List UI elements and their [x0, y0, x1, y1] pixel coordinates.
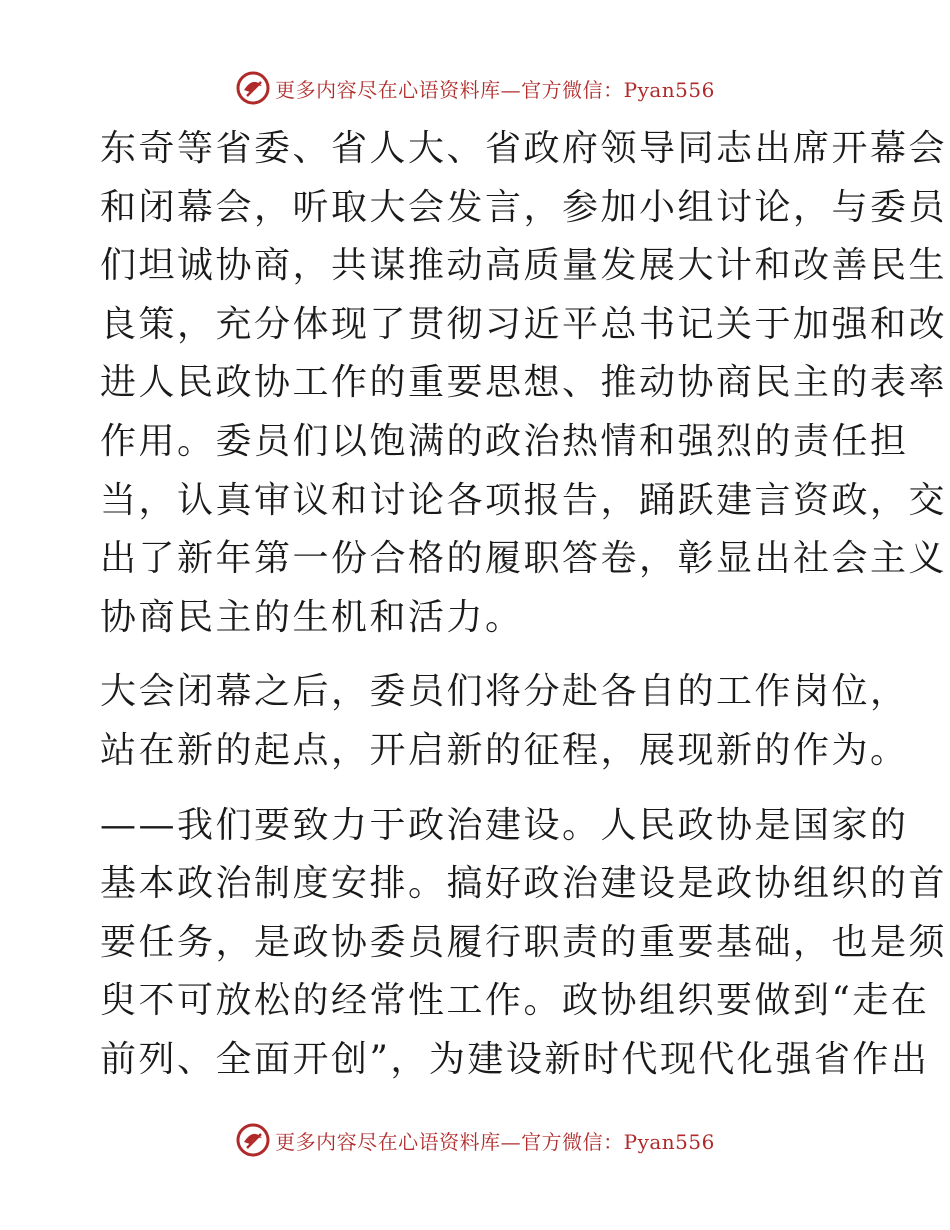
text-line: 臾不可放松的经常性工作。政协组织要做到“走在	[100, 980, 930, 1022]
text-line: 出了新年第一份合格的履职答卷，彰显出社会主义	[100, 538, 948, 580]
footer-banner-text: 更多内容尽在心语资料库—官方微信：Pyan556	[275, 1129, 715, 1154]
text-line: 基本政治制度安排。搞好政治建设是政协组织的首	[100, 863, 948, 905]
paragraph-3	[100, 797, 948, 1090]
text-line: 东奇等省委、省人大、省政府领导同志出席开幕会	[100, 128, 948, 169]
text-line: 作用。委员们以饱满的政治热情和强烈的责任担	[100, 420, 909, 462]
text-line: 良策，充分体现了贯彻习近平总书记关于加强和改	[100, 303, 948, 345]
paragraph-1	[100, 120, 948, 647]
header-banner	[0, 70, 950, 106]
text-line: 进人民政协工作的重要思想、推动协商民主的表率	[100, 362, 948, 404]
text-line: 站在新的起点，开启新的征程，展现新的作为。	[100, 729, 909, 771]
text-line: ——我们要致力于政治建设。人民政协是国家的	[100, 804, 909, 846]
document-body	[100, 120, 948, 1090]
text-line: 当，认真审议和讨论各项报告，踊跃建言资政，交	[100, 479, 948, 521]
text-line: 协商民主的生机和活力。	[100, 596, 524, 638]
text-line: 大会闭幕之后，委员们将分赴各自的工作岗位，	[100, 671, 909, 713]
text-line: 和闭幕会，听取大会发言，参加小组讨论，与委员	[100, 186, 948, 228]
text-line: 要任务，是政协委员履行职责的重要基础，也是须	[100, 921, 948, 963]
brand-logo-icon	[235, 70, 271, 106]
brand-logo-icon	[235, 1122, 271, 1158]
header-banner-text: 更多内容尽在心语资料库—官方微信：Pyan556	[275, 77, 715, 102]
text-line: 前列、全面开创”，为建设新时代现代化强省作出	[100, 1038, 930, 1080]
paragraph-2	[100, 663, 909, 780]
text-line: 们坦诚协商，共谋推动高质量发展大计和改善民生	[100, 245, 948, 287]
footer-banner	[0, 1122, 950, 1158]
